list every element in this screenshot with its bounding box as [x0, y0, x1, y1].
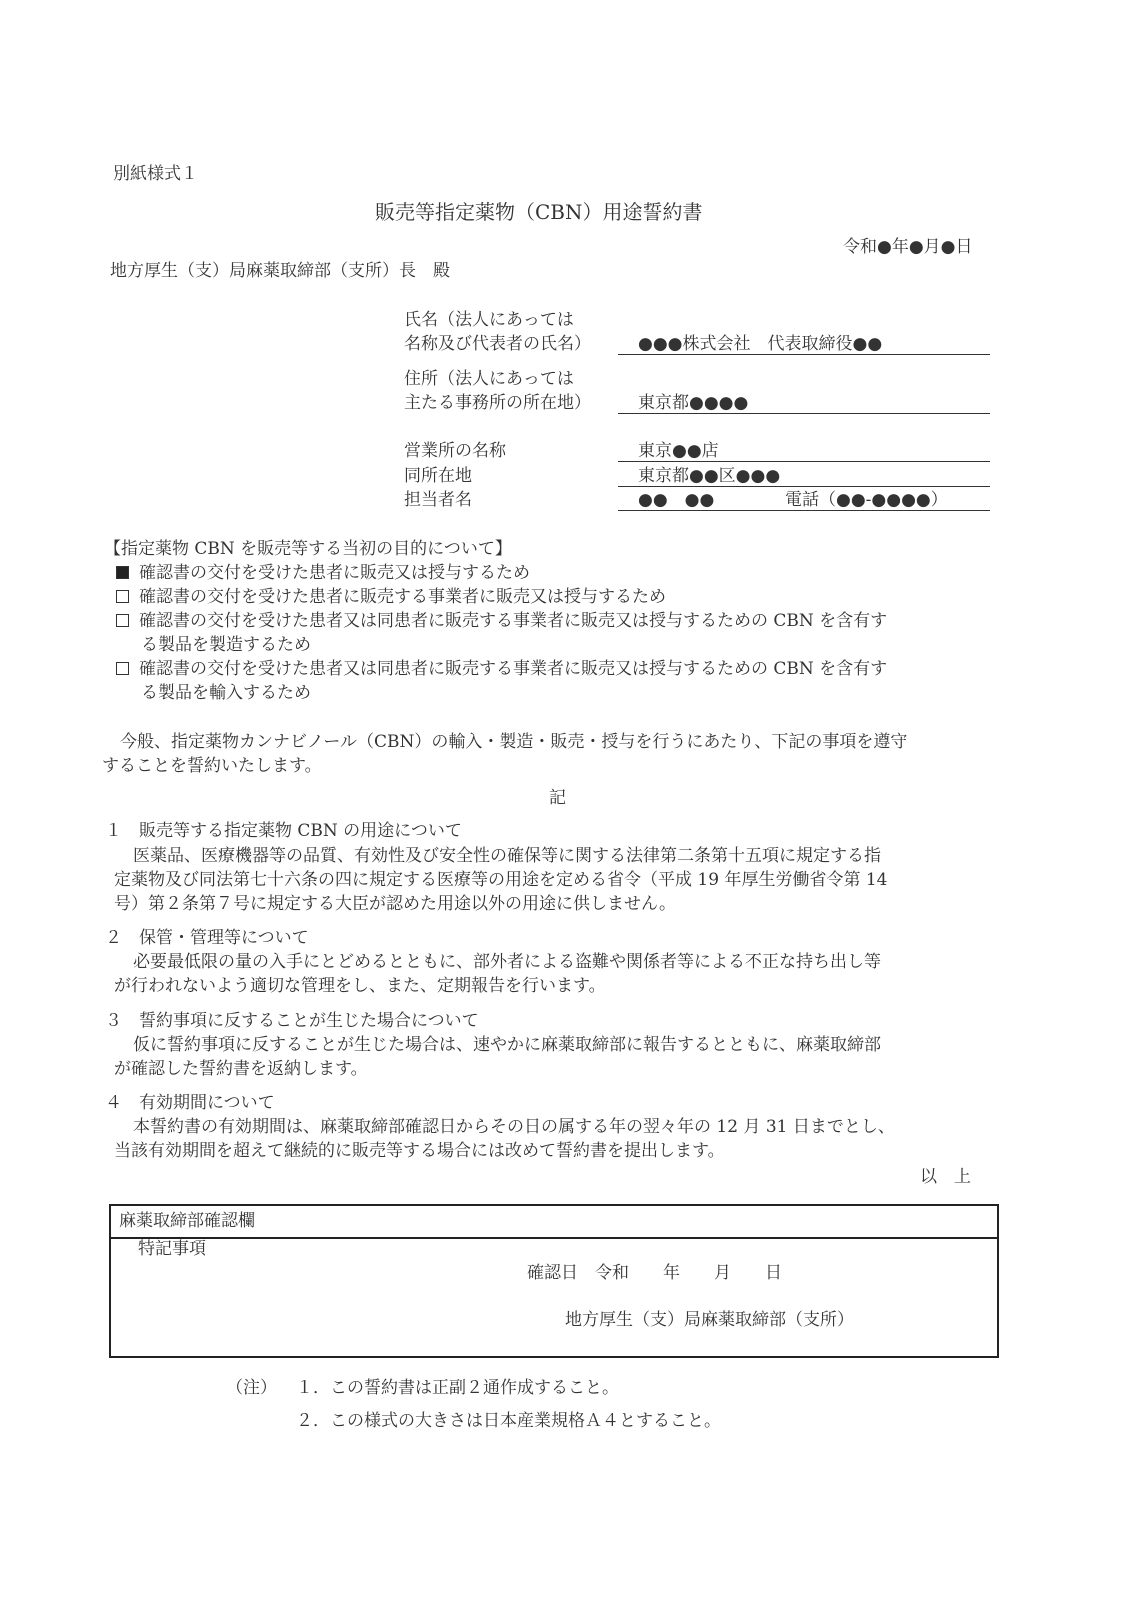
closing-mark: 以 上 [920, 1167, 971, 1187]
item-3-line-2: が確認した誓約書を返納します。 [114, 1059, 368, 1079]
intro-line-2: することを誓約いたします。 [102, 756, 322, 776]
purpose-option-2-text: 確認書の交付を受けた患者に販売する事業者に販売又は授与するため [139, 587, 666, 607]
address-underline [618, 413, 990, 414]
office-location-label: 同所在地 [404, 466, 472, 486]
phone-value: 電話（●●-●●●●） [785, 490, 948, 510]
purpose-option-2[interactable] [116, 586, 666, 608]
address-label-line2: 主たる事務所の所在地） [404, 393, 591, 413]
item-4-heading: ４ 有効期間について [105, 1093, 275, 1113]
contact-underline [618, 510, 990, 511]
item-3-heading: ３ 誓約事項に反することが生じた場合について [105, 1011, 479, 1031]
item-4-line-1: 本誓約書の有効期間は、麻薬取締部確認日からその日の属する年の翌々年の 12 月 31 日までとし、 [133, 1117, 895, 1137]
confirm-box-header: 麻薬取締部確認欄 [119, 1211, 255, 1231]
office-name-value: 東京●●店 [638, 441, 719, 461]
office-location-underline [618, 486, 990, 487]
contact-label: 担当者名 [404, 490, 472, 510]
item-1-line-2: 定薬物及び同法第七十六条の四に規定する医療等の用途を定める省令（平成 19 年厚生労働省令第 14 [114, 870, 888, 890]
checkbox-checked[interactable] [116, 566, 129, 579]
item-1-line-1: 医薬品、医療機器等の品質、有効性及び安全性の確保等に関する法律第二条第十五項に規定する指 [133, 846, 881, 866]
form-id: 別紙様式１ [113, 164, 198, 184]
note-1: １．この誓約書は正副２通作成すること。 [296, 1378, 619, 1398]
item-4-line-2: 当該有効期間を超えて継続的に販売等する場合には改めて誓約書を提出します。 [114, 1141, 725, 1161]
purpose-option-1-text: 確認書の交付を受けた患者に販売又は授与するため [139, 563, 530, 583]
item-2-heading: ２ 保管・管理等について [105, 928, 309, 948]
name-label-line2: 名称及び代表者の氏名） [404, 334, 591, 354]
purpose-heading: 【指定薬物 CBN を販売等する当初の目的について】 [104, 539, 512, 559]
notes-label: （注） [226, 1378, 277, 1398]
checkbox-unchecked[interactable] [116, 662, 129, 675]
name-underline [618, 354, 990, 355]
office-name-underline [618, 461, 990, 462]
purpose-option-4[interactable] [116, 658, 887, 680]
purpose-option-4-text-cont: る製品を輸入するため [141, 683, 311, 703]
address-label-line1: 住所（法人にあっては [404, 369, 574, 389]
office-location-value: 東京都●●区●●● [638, 466, 781, 486]
item-2-line-2: が行われないよう適切な管理をし、また、定期報告を行います。 [114, 976, 606, 996]
intro-line-1: 今般、指定薬物カンナビノール（CBN）の輸入・製造・販売・授与を行うにあたり、下記の事項を遵守 [120, 732, 908, 752]
purpose-option-3[interactable] [116, 610, 887, 632]
note-2: ２．この様式の大きさは日本産業規格Ａ４とすること。 [296, 1411, 721, 1431]
contact-value: ●● ●● [638, 490, 715, 510]
purpose-option-1[interactable] [116, 562, 530, 584]
addressee: 地方厚生（支）局麻薬取締部（支所）長 殿 [110, 261, 450, 281]
ki-mark: 記 [549, 788, 566, 808]
confirm-date: 確認日 令和 年 月 日 [527, 1263, 782, 1283]
checkbox-unchecked[interactable] [116, 590, 129, 603]
purpose-option-4-text: 確認書の交付を受けた患者又は同患者に販売する事業者に販売又は授与するための CBN を含有す [139, 659, 888, 679]
item-3-line-1: 仮に誓約事項に反することが生じた場合は、速やかに麻薬取締部に報告するとともに、麻薬取締部 [133, 1035, 881, 1055]
item-1-heading: １ 販売等する指定薬物 CBN の用途について [105, 821, 462, 841]
address-value: 東京都●●●● [638, 393, 749, 413]
purpose-option-3-text: 確認書の交付を受けた患者又は同患者に販売する事業者に販売又は授与するための CBN を含有す [139, 611, 888, 631]
purpose-option-3-text-cont: る製品を製造するため [141, 635, 311, 655]
special-notes-label: 特記事項 [138, 1239, 206, 1259]
name-value: ●●●株式会社 代表取締役●● [638, 334, 883, 354]
document-date: 令和●年●月●日 [843, 237, 973, 257]
office-name-label: 営業所の名称 [404, 441, 506, 461]
document-title: 販売等指定薬物（CBN）用途誓約書 [375, 200, 703, 224]
checkbox-unchecked[interactable] [116, 614, 129, 627]
item-1-line-3: 号）第２条第７号に規定する大臣が認めた用途以外の用途に供しません。 [114, 894, 677, 914]
item-2-line-1: 必要最低限の量の入手にとどめるとともに、部外者による盗難や関係者等による不正な持ち出し等 [133, 952, 881, 972]
name-label-line1: 氏名（法人にあっては [404, 310, 574, 330]
bureau-name: 地方厚生（支）局麻薬取締部（支所） [565, 1310, 854, 1330]
